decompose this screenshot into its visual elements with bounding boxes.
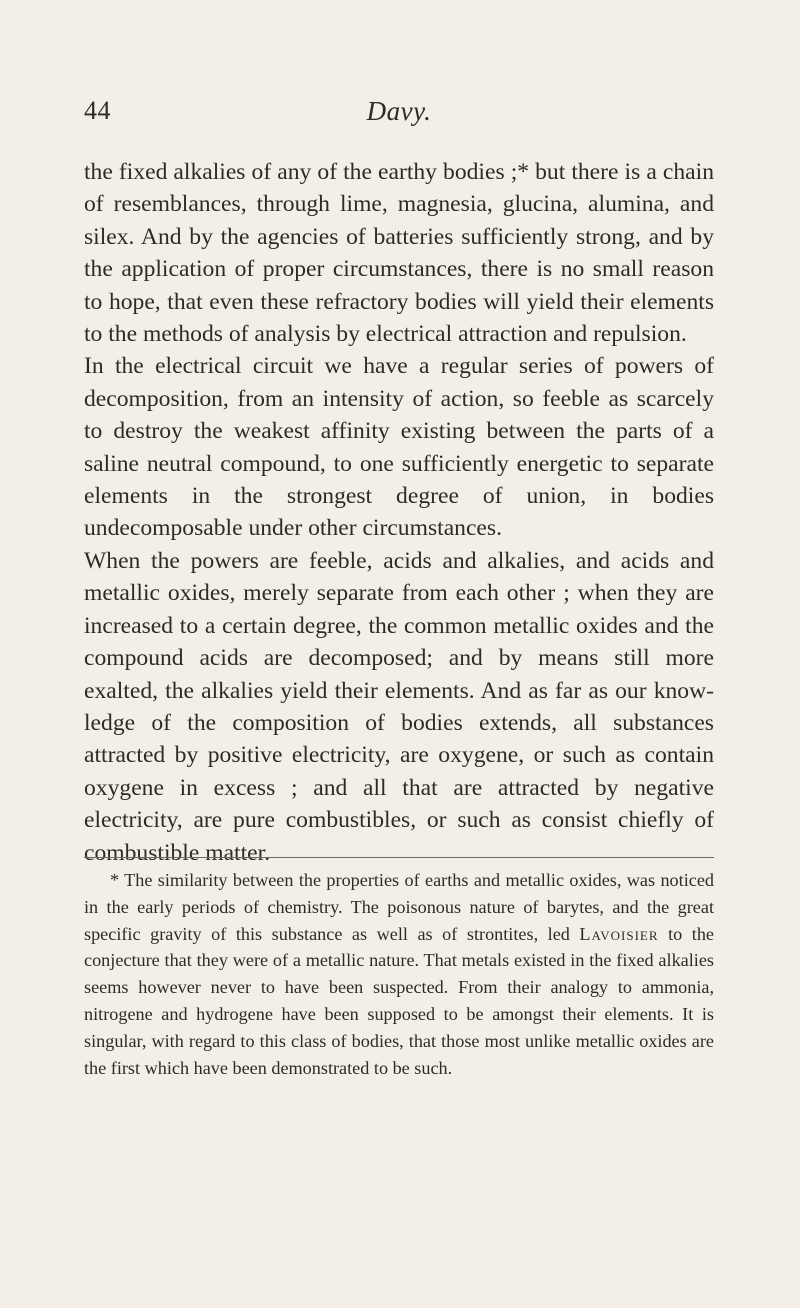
footnote (84, 867, 714, 1081)
footnote-author-name: Lavoisier (579, 923, 659, 944)
footnote-text (84, 867, 714, 1081)
running-title: Davy. (366, 96, 432, 126)
footnote-divider (84, 857, 714, 858)
paragraph-3: When the powers are feeble, acids and alkalies, and acids and metallic oxides, merely separate from each other ; when they are increased to a certain degree, the common metallic oxides and the compound acids are decomposed; and by means still more exalted, the alkalies yield their elements. And as far as our know-ledge of the composition of bodies extends, all substances attracted by positive electricity, are oxygene, or such as contain oxygene in excess ; and all that are attracted by negative electricity, are pure combustibles, or such as consist chiefly of combustible matter. (84, 547, 714, 866)
page-number: 44 (84, 96, 111, 125)
main-text (84, 156, 714, 869)
paragraph-1: the fixed alkalies of any of the earthy bodies ;* but there is a chain of resemblances, through lime, magnesia, glucina, alumina, and silex. And by the agencies of batteries sufficiently strong, and by the application of proper circumstances, there is no small reason to hope, that even these refractory bodies will yield their elements to the methods of analysis by electrical attraction and repulsion. (84, 159, 714, 348)
footnote-text-after: to the conjecture that they were of a metallic nature. That metals existed in the fixed alkalies seems however never to have been suspected. From their analogy to ammonia, nitrogene and hydrogene have been supposed to be amongst their elements. It is singular, with regard to this class of bodies, that those most unlike metallic oxides are the first which have been demonstrated to be such. (84, 923, 714, 1078)
footnote-text-before: * The similarity between the properties of earths and metallic oxides, was noticed in the early periods of chemistry. The poisonous nature of barytes, and the great specific gravity of this substance as well as of strontites, led (84, 870, 714, 944)
page-header (84, 96, 714, 136)
paragraph-2: In the electrical circuit we have a regular series of powers of decomposition, from an intensity of action, so feeble as scarcely to destroy the weakest affinity existing between the parts of a saline neutral compound, to one sufficiently energetic to separate elements in the strongest degree of union, in bodies undecomposable under other circumstances. (84, 353, 714, 542)
